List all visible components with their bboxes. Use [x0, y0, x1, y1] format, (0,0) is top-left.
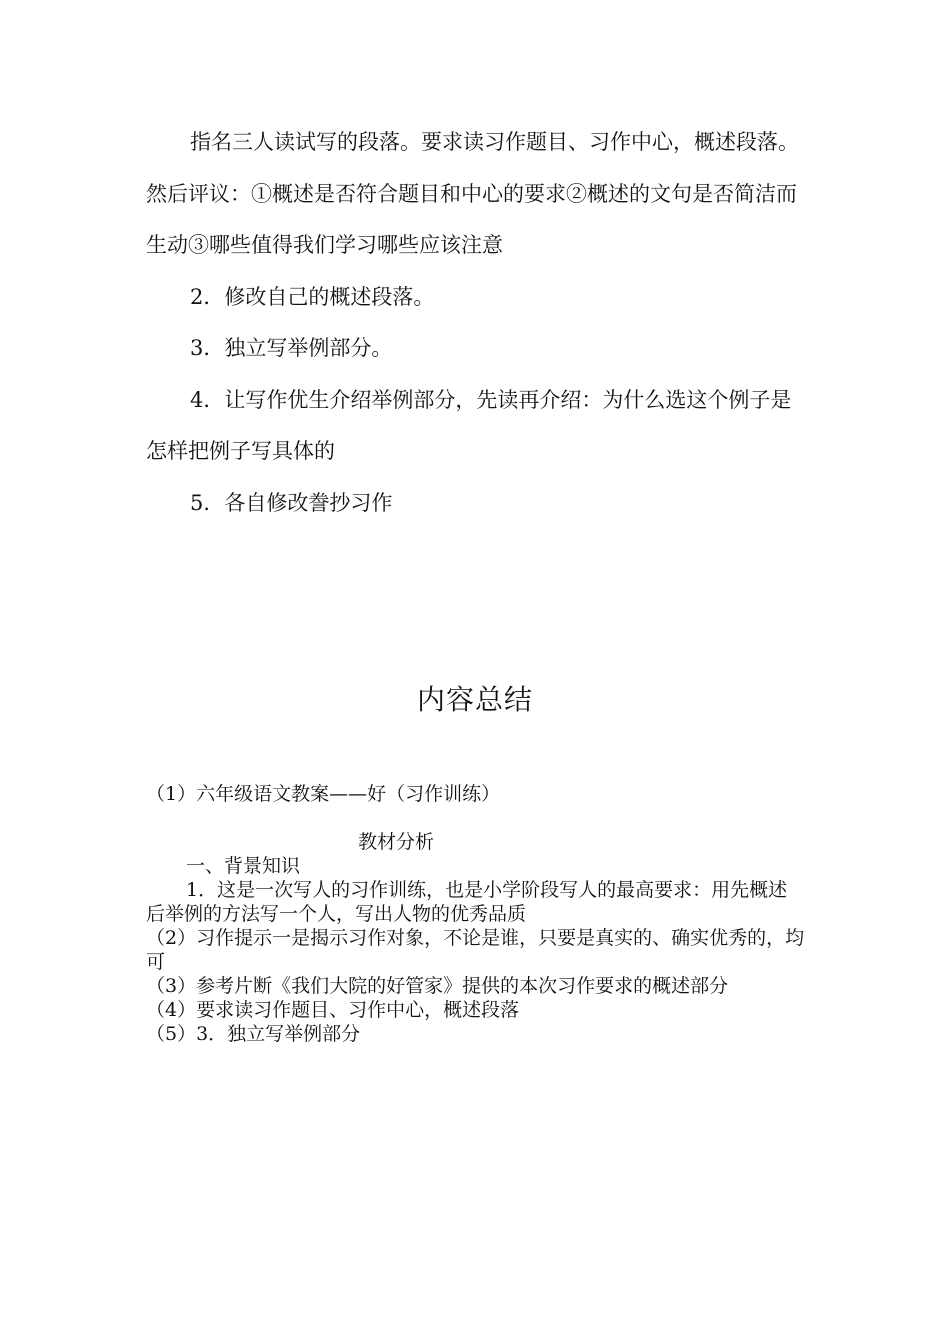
- summary-point-2: （2）习作提示一是揭示习作对象，不论是谁，只要是真实的、确实优秀的，均可: [146, 927, 805, 973]
- summary-heading: （1）六年级语文教案——好（习作训练）: [146, 783, 501, 805]
- step-5: 5．各自修改誊抄习作: [190, 490, 393, 515]
- reading-evaluation-paragraph: 指名三人读试写的段落。要求读习作题目、习作中心，概述段落。然后评议：①概述是否符合题目和中心的要求②概述的文句是否简洁而生动③哪些值得我们学习哪些应该注意: [146, 130, 799, 257]
- step-4: 4．让写作优生介绍举例部分，先读再介绍：为什么选这个例子是怎样把例子写具体的: [146, 387, 792, 463]
- lesson-steps: [146, 117, 806, 529]
- summary-section-title: 一、背景知识: [186, 855, 301, 877]
- summary-point-3: （3）参考片断《我们大院的好管家》提供的本次习作要求的概述部分: [146, 975, 729, 997]
- step-3: 3．独立写举例部分。: [190, 336, 393, 360]
- summary-point-5: （5）3．独立写举例部分: [146, 1023, 361, 1045]
- summary-point-4: （4）要求读习作题目、习作中心，概述段落: [146, 999, 520, 1021]
- summary-title: 内容总结: [416, 683, 533, 716]
- step-2: 2．修改自己的概述段落。: [190, 284, 435, 309]
- summary-section: [146, 782, 806, 1046]
- summary-subheading: 教材分析: [358, 831, 435, 853]
- summary-point-1: 1．这是一次写人的习作训练，也是小学阶段写人的最高要求：用先概述后举例的方法写一个人，写出人物的优秀品质: [146, 879, 788, 925]
